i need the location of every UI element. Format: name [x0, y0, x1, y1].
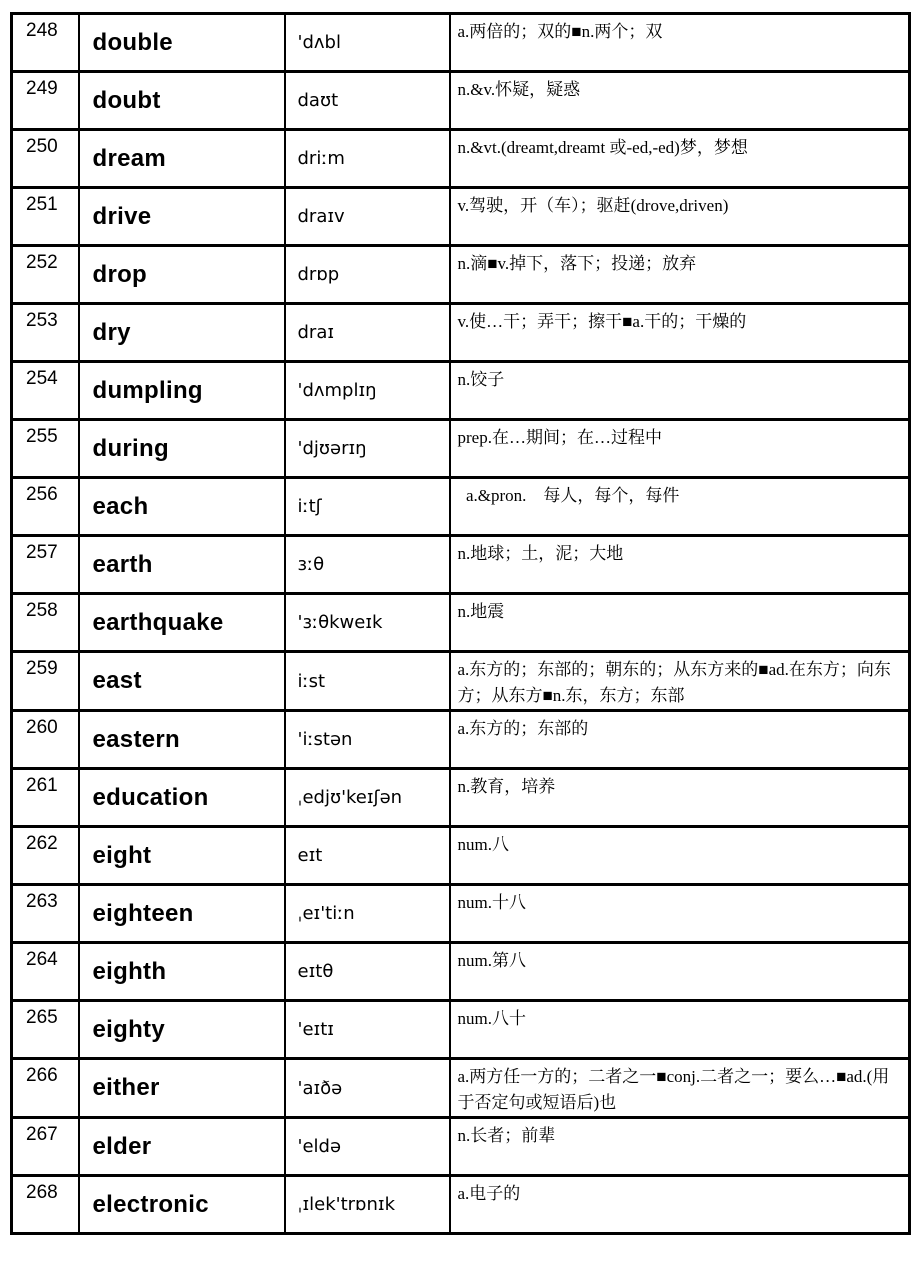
- entry-phonetic: 'eɪtɪ: [285, 1001, 450, 1059]
- entry-word: doubt: [79, 72, 285, 130]
- entry-word: eighth: [79, 943, 285, 1001]
- vocab-row: [12, 420, 910, 478]
- entry-number: 248: [12, 14, 79, 72]
- vocab-row: [12, 246, 910, 304]
- entry-definition: n.&v.怀疑，疑惑: [450, 72, 910, 130]
- entry-word: electronic: [79, 1176, 285, 1234]
- entry-definition: num.第八: [450, 943, 910, 1001]
- entry-phonetic: daʊt: [285, 72, 450, 130]
- entry-definition: a.电子的: [450, 1176, 910, 1234]
- entry-phonetic: ˌɪlek'trɒnɪk: [285, 1176, 450, 1234]
- entry-word: dry: [79, 304, 285, 362]
- entry-word: double: [79, 14, 285, 72]
- entry-word: east: [79, 652, 285, 711]
- entry-phonetic: drɒp: [285, 246, 450, 304]
- entry-word: earthquake: [79, 594, 285, 652]
- entry-word: dream: [79, 130, 285, 188]
- vocab-row: [12, 1118, 910, 1176]
- entry-definition: prep.在…期间；在…过程中: [450, 420, 910, 478]
- entry-definition: a.东方的；东部的；朝东的；从东方来的■ad.在东方；向东方；从东方■n.东，东方；东部: [450, 652, 910, 711]
- entry-word: eighty: [79, 1001, 285, 1059]
- vocab-row: [12, 478, 910, 536]
- vocab-row: [12, 711, 910, 769]
- vocabulary-rows: [12, 14, 910, 1234]
- entry-number: 266: [12, 1059, 79, 1118]
- entry-number: 250: [12, 130, 79, 188]
- vocab-row: [12, 536, 910, 594]
- entry-phonetic: eɪtθ: [285, 943, 450, 1001]
- vocab-row: [12, 1001, 910, 1059]
- entry-number: 257: [12, 536, 79, 594]
- entry-number: 249: [12, 72, 79, 130]
- entry-phonetic: 'dʌmplɪŋ: [285, 362, 450, 420]
- entry-phonetic: 'ɜːθkweɪk: [285, 594, 450, 652]
- entry-word: each: [79, 478, 285, 536]
- entry-number: 265: [12, 1001, 79, 1059]
- entry-phonetic: draɪv: [285, 188, 450, 246]
- entry-phonetic: draɪ: [285, 304, 450, 362]
- vocab-row: [12, 769, 910, 827]
- entry-word: earth: [79, 536, 285, 594]
- entry-definition: a.东方的；东部的: [450, 711, 910, 769]
- vocabulary-table: [10, 12, 911, 1235]
- vocab-row: [12, 594, 910, 652]
- entry-definition: n.地球；土，泥；大地: [450, 536, 910, 594]
- entry-word: eight: [79, 827, 285, 885]
- entry-number: 259: [12, 652, 79, 711]
- entry-definition: num.八: [450, 827, 910, 885]
- vocab-row: [12, 130, 910, 188]
- entry-word: either: [79, 1059, 285, 1118]
- entry-number: 255: [12, 420, 79, 478]
- entry-definition: n.&vt.(dreamt,dreamt 或-ed,-ed)梦，梦想: [450, 130, 910, 188]
- entry-number: 260: [12, 711, 79, 769]
- entry-phonetic: eɪt: [285, 827, 450, 885]
- vocab-row: [12, 304, 910, 362]
- vocab-row: [12, 362, 910, 420]
- entry-definition: n.滴■v.掉下，落下；投递；放弃: [450, 246, 910, 304]
- entry-definition: n.饺子: [450, 362, 910, 420]
- entry-phonetic: driːm: [285, 130, 450, 188]
- vocab-row: [12, 14, 910, 72]
- entry-word: dumpling: [79, 362, 285, 420]
- entry-number: 252: [12, 246, 79, 304]
- entry-definition: v.使…干；弄干；擦干■a.干的；干燥的: [450, 304, 910, 362]
- vocab-row: [12, 652, 910, 711]
- entry-phonetic: 'aɪðə: [285, 1059, 450, 1118]
- entry-word: during: [79, 420, 285, 478]
- entry-word: eastern: [79, 711, 285, 769]
- vocab-row: [12, 1059, 910, 1118]
- entry-phonetic: 'dʌbl: [285, 14, 450, 72]
- entry-phonetic: 'djʊərɪŋ: [285, 420, 450, 478]
- entry-number: 264: [12, 943, 79, 1001]
- entry-number: 261: [12, 769, 79, 827]
- entry-number: 253: [12, 304, 79, 362]
- vocab-row: [12, 827, 910, 885]
- entry-definition: a.&pron. 每人，每个，每件: [450, 478, 910, 536]
- vocab-row: [12, 1176, 910, 1234]
- vocab-row: [12, 72, 910, 130]
- entry-word: education: [79, 769, 285, 827]
- entry-number: 258: [12, 594, 79, 652]
- entry-number: 267: [12, 1118, 79, 1176]
- entry-word: drive: [79, 188, 285, 246]
- entry-definition: n.教育，培养: [450, 769, 910, 827]
- entry-phonetic: iːtʃ: [285, 478, 450, 536]
- entry-definition: n.长者；前辈: [450, 1118, 910, 1176]
- entry-number: 254: [12, 362, 79, 420]
- vocab-row: [12, 943, 910, 1001]
- entry-phonetic: ˌedjʊ'keɪʃən: [285, 769, 450, 827]
- entry-definition: v.驾驶，开（车）；驱赶(drove,driven): [450, 188, 910, 246]
- entry-word: elder: [79, 1118, 285, 1176]
- vocab-row: [12, 188, 910, 246]
- entry-number: 256: [12, 478, 79, 536]
- entry-phonetic: ɜːθ: [285, 536, 450, 594]
- entry-definition: n.地震: [450, 594, 910, 652]
- entry-phonetic: ˌeɪ'tiːn: [285, 885, 450, 943]
- entry-number: 263: [12, 885, 79, 943]
- entry-number: 262: [12, 827, 79, 885]
- vocab-row: [12, 885, 910, 943]
- entry-definition: a.两倍的；双的■n.两个；双: [450, 14, 910, 72]
- entry-definition: a.两方任一方的；二者之一■conj.二者之一；要么…■ad.(用于否定句或短语后)也: [450, 1059, 910, 1118]
- entry-number: 268: [12, 1176, 79, 1234]
- entry-definition: num.十八: [450, 885, 910, 943]
- entry-number: 251: [12, 188, 79, 246]
- entry-definition: num.八十: [450, 1001, 910, 1059]
- entry-phonetic: 'eldə: [285, 1118, 450, 1176]
- entry-phonetic: iːst: [285, 652, 450, 711]
- entry-word: drop: [79, 246, 285, 304]
- entry-phonetic: 'iːstən: [285, 711, 450, 769]
- entry-word: eighteen: [79, 885, 285, 943]
